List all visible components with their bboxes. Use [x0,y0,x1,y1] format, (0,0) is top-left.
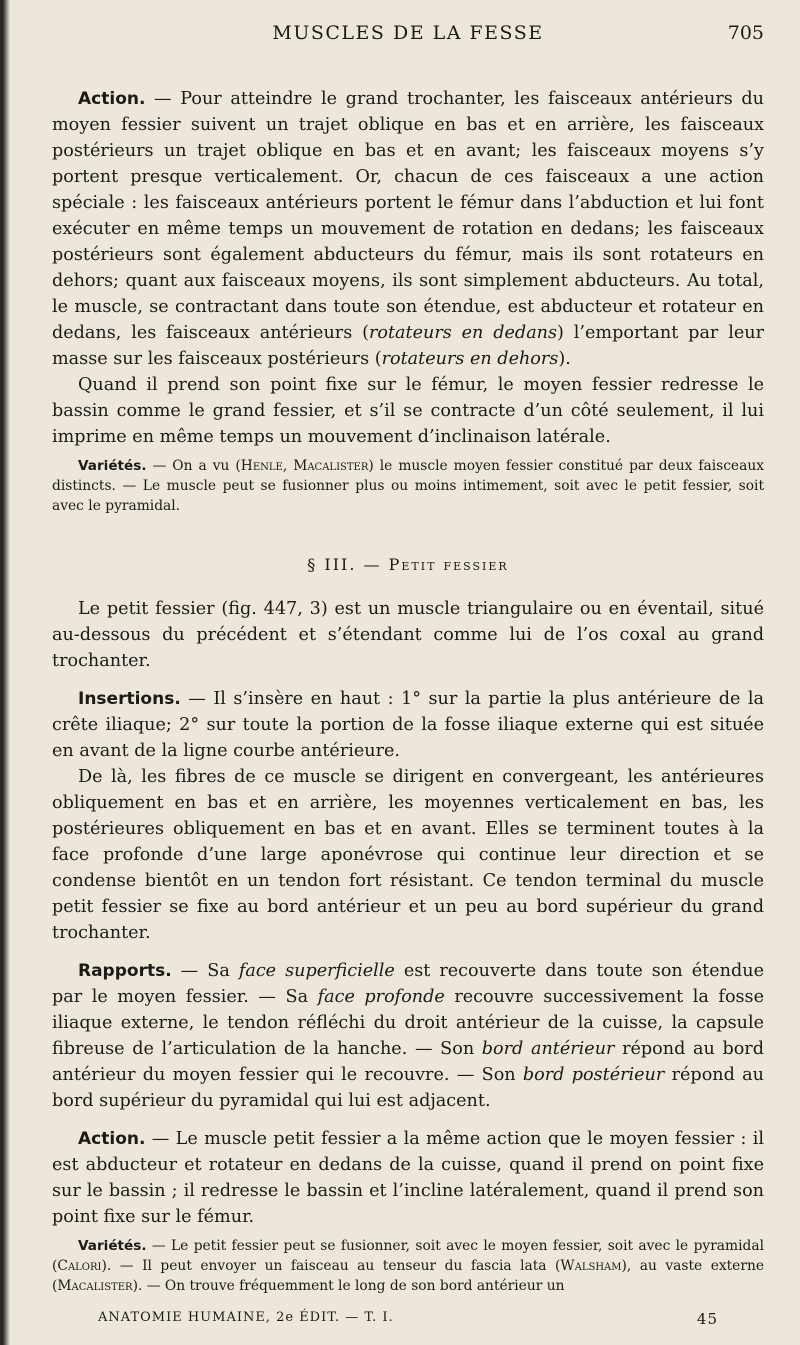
text-run: — Pour atteindre le grand trochanter, les faisceaux antérieurs du moyen fessier suivent un trajet oblique en bas et en arrière, les faisceaux postérieurs un trajet oblique en bas et en avant; les faisceaux moyens s’y portent presque verticalement. Or, chacun de ces faisceaux a une action spéciale : les faisceaux antérieurs portent le fémur dans l’abduction et lui font exécuter en même temps un mouvement de rotation en dedans; les faisceaux postérieurs sont également abducteurs du fémur, mais ils sont rotateurs en dehors; quant aux faisceaux moyens, ils sont simplement abducteurs. Au total, le muscle, se contractant dans toute son étendue, est abducteur et rotateur en dedans, les faisceaux antérieurs ( [52,89,764,343]
text-run: recouvre successivement la fosse iliaque externe, le tendon réfléchi du droit antérieur de la cuisse, la capsule fibreuse de l’articulation de la hanche. — Son [52,987,765,1059]
text-run: — Il s’insère en haut : 1° sur la partie la plus antérieure de la crête iliaque; 2° sur toute la portion de la fosse iliaque externe qui est située en avant de la ligne courbe antérieure. [52,689,764,761]
italic-term: face superficielle [238,961,395,981]
author-name: Calori [57,1258,102,1274]
action-paragraph-2: Quand il prend son point fixe sur le fémur, le moyen fessier redresse le bassin comme le grand fessier, et s’il se contracte d’un côté seulement, il lui imprime en même temps un mouvement d’inclinaison latérale. [52,375,764,447]
spacer [52,946,764,958]
section-number: § III. [307,555,357,574]
text-run: ). — On trouve fréquemment le long de son bord antérieur un [132,1278,565,1294]
text-run: — On a vu ( [146,458,241,474]
text-run: — Le petit fessier peut se fusionner, soit avec le moyen fessier, soit avec le pyramidal ( [52,1238,764,1274]
spacer [52,674,764,686]
insertions-heading: Insertions. [78,689,181,709]
text-run: répond au bord antérieur du moyen fessier qui le recouvre. — Son [52,1039,764,1085]
intro-paragraph: Le petit fessier (fig. 447, 3) est un muscle triangulaire ou en éventail, situé au-dessous du précédent et s’étendant comme lui de l’os coxal au grand trochanter. [52,599,764,671]
action-heading: Action. [78,1129,146,1149]
text-run: — Sa [171,961,239,981]
italic-term: rotateurs en dehors [381,349,559,369]
author-names: Henle, Macalister [240,458,369,474]
running-title: MUSCLES DE LA FESSE [272,22,544,44]
text-run: est recouverte dans toute son étendue par le moyen fessier. — Sa [52,961,764,1007]
page-number: 705 [727,22,764,44]
italic-term: face profonde [317,987,445,1007]
action-paragraph-petit [52,1126,764,1230]
insertions-paragraph [52,686,764,764]
text-run: ) l’emportant par leur masse sur les faisceaux postérieurs ( [52,323,764,369]
footer-signature: ANATOMIE HUMAINE, 2e ÉDIT. — T. I. [98,1310,394,1325]
page-gutter [0,0,10,1345]
spacer [52,1114,764,1126]
text-run: ), au vaste externe ( [52,1258,764,1294]
page-footer [98,1310,718,1334]
text-run: ). — Il peut envoyer un faisceau au tenseur du fascia lata ( [101,1258,561,1274]
running-header [52,20,764,50]
text-run: répond au bord supérieur du pyramidal qui lui est adjacent. [52,1065,764,1111]
section-dash: — [356,555,389,574]
varietes-heading: Variétés. [78,458,147,474]
varietes-note-2 [52,1236,764,1296]
action-paragraph [52,86,764,372]
author-name: Walsham [560,1258,622,1274]
action-heading: Action. [78,89,146,109]
text-run: ) le muscle moyen fessier constitué par deux faisceaux distincts. — Le muscle peut se fusionner plus ou moins intimement, soit avec le petit fessier, soit avec le pyramidal. [52,458,764,514]
text-run: ). [558,349,571,369]
italic-term: bord postérieur [522,1065,665,1085]
page-body [52,86,764,1296]
author-name: Macalister [57,1278,133,1294]
section-title: Petit fessier [388,555,509,574]
section-heading [52,552,764,578]
varietes-note [52,456,764,516]
footer-sheet-number: 45 [696,1310,718,1328]
rapports-heading: Rapports. [78,961,172,981]
rapports-paragraph [52,958,764,1114]
insertions-paragraph-2: De là, les fibres de ce muscle se dirigent en convergeant, les antérieures obliquement en bas et en arrière, les moyennes verticalement en bas, les postérieures obliquement en bas et en avant. Elles se terminent toutes à la face profonde d’une large aponévrose qui continue leur direction et se condense bientôt en un tendon fort résistant. Ce tendon terminal du muscle petit fessier se fixe au bord antérieur et un peu au bord supérieur du grand trochanter. [52,767,764,943]
italic-term: rotateurs en dedans [368,323,558,343]
text-run: — Le muscle petit fessier a la même action que le moyen fessier : il est abducteur et rotateur en dedans de la cuisse, quand il prend on point fixe sur le bassin ; il redresse le bassin et l’incline latéralement, quand il prend son point fixe sur le fémur. [52,1129,764,1227]
varietes-heading: Variétés. [78,1238,147,1254]
italic-term: bord antérieur [481,1039,615,1059]
